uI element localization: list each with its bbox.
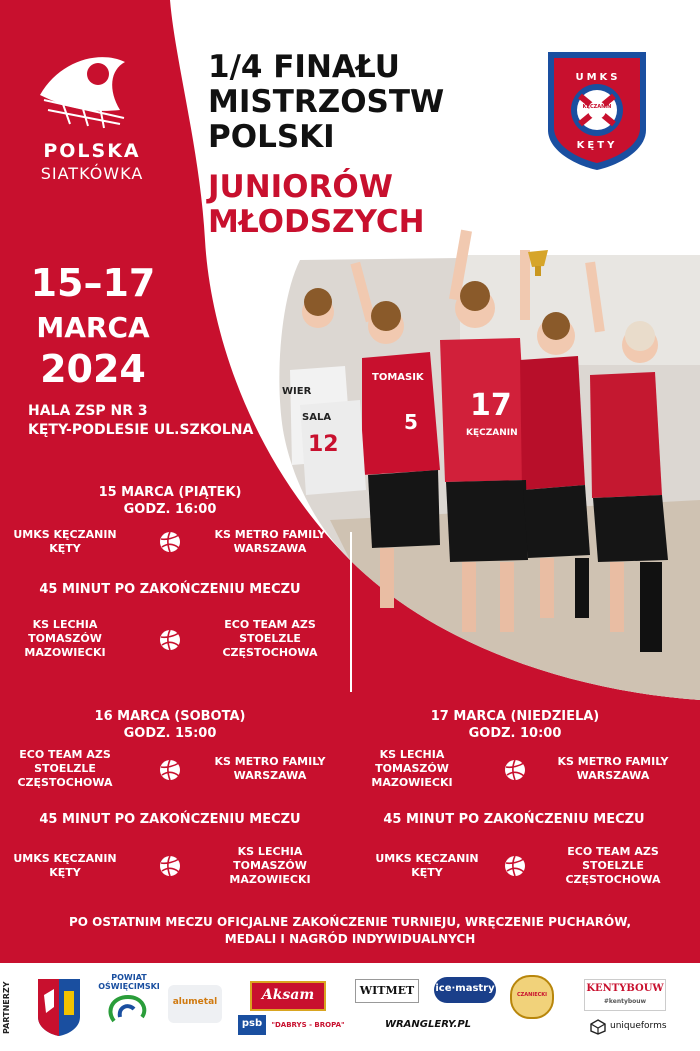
day3-header bbox=[405, 708, 625, 742]
day1-match2-home bbox=[0, 618, 130, 660]
team-line: WARSZAWA bbox=[576, 769, 650, 782]
jersey-name-sala: SALA bbox=[302, 412, 332, 423]
team-line: KS METRO FAMILY bbox=[557, 755, 669, 768]
closing-line2: MEDALI I NAGRÓD INDYWIDUALNYCH bbox=[224, 932, 476, 946]
umks-keczanin-shield-icon bbox=[548, 52, 646, 170]
county-coat-of-arms-icon bbox=[36, 977, 82, 1037]
day3-time: GODZ. 10:00 bbox=[468, 726, 562, 741]
volleyball-icon bbox=[159, 531, 181, 553]
polska-siatkowka-logo-icon bbox=[40, 57, 125, 128]
jersey-name-wier: WIER bbox=[282, 386, 312, 397]
uniqueforms-text: uniqueforms bbox=[610, 1021, 667, 1031]
day1-match1-away bbox=[205, 528, 335, 556]
team-line: MAZOWIECKI bbox=[371, 776, 453, 789]
team-line: STOELZLE bbox=[582, 859, 644, 872]
day1-date: 15 MARCA (PIĄTEK) bbox=[98, 485, 242, 500]
powiat-logo bbox=[98, 973, 160, 1029]
kentybouw-text: KENTYBOUW bbox=[586, 983, 664, 994]
uniqueforms-cube-icon bbox=[590, 1019, 606, 1035]
jersey-name-keczanin: KĘCZANIN bbox=[466, 428, 518, 438]
title-line5: MŁODSZYCH bbox=[208, 204, 425, 240]
title-line1: 1/4 FINAŁU bbox=[208, 49, 400, 85]
aksam-text: Aksam bbox=[261, 987, 315, 1003]
jersey-number-17: 17 bbox=[470, 388, 512, 423]
partners-strip bbox=[0, 963, 700, 1051]
czaniecki-logo bbox=[510, 975, 554, 1019]
psb-logo bbox=[238, 1015, 266, 1035]
day3-date: 17 MARCA (NIEDZIELA) bbox=[430, 709, 600, 724]
team-line: KS METRO FAMILY bbox=[214, 755, 326, 768]
witmet-logo bbox=[355, 979, 419, 1003]
day1-header bbox=[60, 484, 280, 518]
powiat-swirl-icon bbox=[98, 991, 160, 1025]
jersey-name-tomasik: TOMASIK bbox=[372, 372, 424, 383]
partners-label: PARTNERZY bbox=[2, 981, 11, 1035]
alumetal-text: alumetal bbox=[172, 997, 218, 1007]
venue bbox=[28, 402, 268, 440]
day2-time: GODZ. 15:00 bbox=[123, 726, 217, 741]
jersey-number-12: 12 bbox=[308, 432, 339, 457]
volleyball-icon bbox=[504, 759, 526, 781]
day2-header bbox=[60, 708, 280, 742]
venue-line2: KĘTY-PODLESIE UL.SZKOLNA 3 bbox=[28, 422, 268, 438]
team-line: KS METRO FAMILY bbox=[214, 528, 326, 541]
day2-after: 45 MINUT PO ZAKOŃCZENIU MECZU bbox=[39, 812, 301, 827]
team-line: MAZOWIECKI bbox=[229, 873, 311, 886]
column-divider bbox=[350, 532, 352, 692]
powiat-line1: POWIAT bbox=[111, 973, 147, 982]
team-line: CZĘSTOCHOWA bbox=[222, 646, 318, 659]
closing-note bbox=[40, 914, 660, 948]
czaniecki-text: CZANIECKI bbox=[516, 992, 548, 998]
kentybouw-logo bbox=[584, 979, 666, 1011]
day3-match2-home bbox=[362, 852, 492, 880]
icemastry-logo bbox=[434, 977, 496, 1003]
day3-match1-home bbox=[347, 748, 477, 790]
kentybouw-sub: #kentybouw bbox=[603, 998, 647, 1005]
team-line: UMKS KĘCZANIN bbox=[13, 852, 117, 865]
team-line: STOELZLE bbox=[34, 762, 96, 775]
volleyball-icon bbox=[159, 855, 181, 877]
team-line: KĘTY bbox=[49, 866, 81, 879]
title-line4: JUNIORÓW bbox=[208, 169, 393, 205]
jersey-number-5: 5 bbox=[404, 410, 418, 434]
team-line: KĘTY bbox=[49, 542, 81, 555]
team-line: TOMASZÓW bbox=[375, 762, 449, 775]
team-line: ECO TEAM AZS bbox=[19, 748, 111, 761]
day1-time: GODZ. 16:00 bbox=[123, 502, 217, 517]
org-line2: SIATKÓWKA bbox=[40, 164, 144, 183]
team-line: ECO TEAM AZS bbox=[224, 618, 316, 631]
team-line: CZĘSTOCHOWA bbox=[17, 776, 113, 789]
day2-match1-home bbox=[0, 748, 130, 790]
team-line: KĘTY bbox=[411, 866, 443, 879]
day3-match1-away bbox=[548, 755, 678, 783]
day2-date: 16 MARCA (SOBOTA) bbox=[94, 709, 246, 724]
volleyball-icon bbox=[159, 759, 181, 781]
title-line3: POLSKI bbox=[208, 119, 335, 155]
team-line: TOMASZÓW bbox=[28, 632, 102, 645]
team-line: WARSZAWA bbox=[233, 769, 307, 782]
volleyball-icon bbox=[504, 855, 526, 877]
icemastry-text: ice·mastry bbox=[435, 983, 495, 994]
day1-match1-home bbox=[0, 528, 130, 556]
closing-line1: PO OSTATNIM MECZU OFICJALNE ZAKOŃCZENIE TURNIEJU, WRĘCZENIE PUCHARÓW, bbox=[68, 915, 632, 929]
day3-match2-away bbox=[548, 845, 678, 887]
team-line: CZĘSTOCHOWA bbox=[565, 873, 661, 886]
title-line2: MISTRZOSTW bbox=[208, 84, 445, 120]
witmet-text: WITMET bbox=[359, 984, 415, 997]
team-line: TOMASZÓW bbox=[233, 859, 307, 872]
team-line: KS LECHIA bbox=[379, 748, 445, 761]
title-black bbox=[208, 50, 444, 155]
team-line: UMKS KĘCZANIN bbox=[375, 852, 479, 865]
day2-match2-away bbox=[205, 845, 335, 887]
team-line: KS LECHIA bbox=[32, 618, 98, 631]
day1-match2-away bbox=[205, 618, 335, 660]
day2-match1-away bbox=[205, 755, 335, 783]
powiat-line2: OŚWIĘCIMSKI bbox=[98, 982, 160, 991]
event-month: MARCA bbox=[36, 311, 150, 344]
day2-match2-home bbox=[0, 852, 130, 880]
team-line: UMKS KĘCZANIN bbox=[13, 528, 117, 541]
team-line: MAZOWIECKI bbox=[24, 646, 106, 659]
day1-after: 45 MINUT PO ZAKOŃCZENIU MECZU bbox=[39, 582, 301, 597]
polska-siatkowka-logo bbox=[22, 140, 162, 183]
club-logo-top: UMKS bbox=[575, 72, 621, 83]
psb-text: psb bbox=[241, 1018, 263, 1029]
title-red bbox=[208, 170, 425, 240]
volleyball-icon bbox=[159, 629, 181, 651]
team-line: ECO TEAM AZS bbox=[567, 845, 659, 858]
team-line: WARSZAWA bbox=[233, 542, 307, 555]
event-year: 2024 bbox=[40, 347, 146, 391]
venue-line1: HALA ZSP NR 3 bbox=[28, 403, 148, 419]
day3-after: 45 MINUT PO ZAKOŃCZENIU MECZU bbox=[383, 812, 645, 827]
psb-sub: "DABRYS - BROPA" bbox=[271, 1021, 345, 1029]
event-dates: 15–17 bbox=[30, 261, 156, 305]
wranglery-text: WRANGLERY.PL bbox=[384, 1019, 472, 1030]
club-logo-bottom: KĘTY bbox=[576, 140, 618, 151]
aksam-logo bbox=[250, 981, 326, 1011]
team-line: STOELZLE bbox=[239, 632, 301, 645]
alumetal-logo bbox=[168, 985, 222, 1023]
org-line1: POLSKA bbox=[43, 140, 141, 162]
club-logo-mid: KĘCZANIN bbox=[582, 104, 612, 110]
team-line: KS LECHIA bbox=[237, 845, 303, 858]
